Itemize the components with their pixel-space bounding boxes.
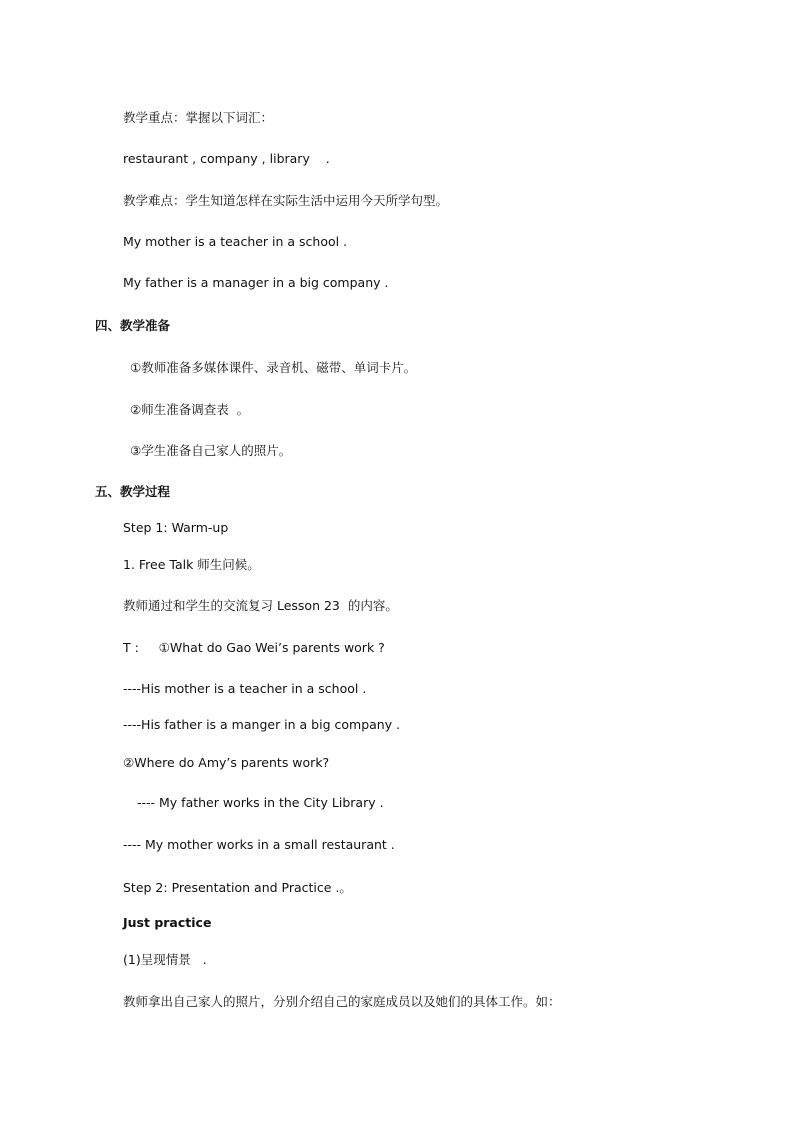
preparation-item: ①教师准备多媒体课件、录音机、磁带、单词卡片。 xyxy=(130,360,417,375)
answer-2-1: ---- My father works in the City Library . xyxy=(137,795,384,810)
step1-title: Step 1: Warm-up xyxy=(123,520,229,535)
preparation-item: ②师生准备调查表 。 xyxy=(130,402,250,417)
difficulties-heading: 教学难点：学生知道怎样在实际生活中运用今天所学句型。 xyxy=(123,193,449,208)
example-sentence-1: My mother is a teacher in a school . xyxy=(123,234,348,249)
question-1: T : ①What do Gao Wei’s parents work ? xyxy=(123,640,385,655)
preparation-heading: 四、教学准备 xyxy=(95,318,171,333)
answer-1-1: ----His mother is a teacher in a school . xyxy=(123,681,367,696)
free-talk-line: 1. Free Talk 师生问候。 xyxy=(123,557,260,572)
scene-line: (1)呈现情景 . xyxy=(123,952,207,967)
process-heading: 五、教学过程 xyxy=(95,484,171,499)
just-practice-heading: Just practice xyxy=(123,915,212,930)
answer-2-2: ---- My mother works in a small restaurant . xyxy=(123,837,395,852)
question-2: ②Where do Amy’s parents work? xyxy=(123,755,330,770)
key-vocabulary: restaurant , company , library . xyxy=(123,151,330,166)
scene-description: 教师拿出自己家人的照片，分别介绍自己的家庭成员以及她们的具体工作。如： xyxy=(123,994,561,1009)
preparation-item: ③学生准备自己家人的照片。 xyxy=(130,443,292,458)
step2-title: Step 2: Presentation and Practice .。 xyxy=(123,880,352,895)
review-line: 教师通过和学生的交流复习 Lesson 23 的内容。 xyxy=(123,598,398,613)
example-sentence-2: My father is a manager in a big company . xyxy=(123,275,389,290)
key-points-heading: 教学重点：掌握以下词汇： xyxy=(123,110,274,125)
answer-1-2: ----His father is a manger in a big company . xyxy=(123,717,401,732)
